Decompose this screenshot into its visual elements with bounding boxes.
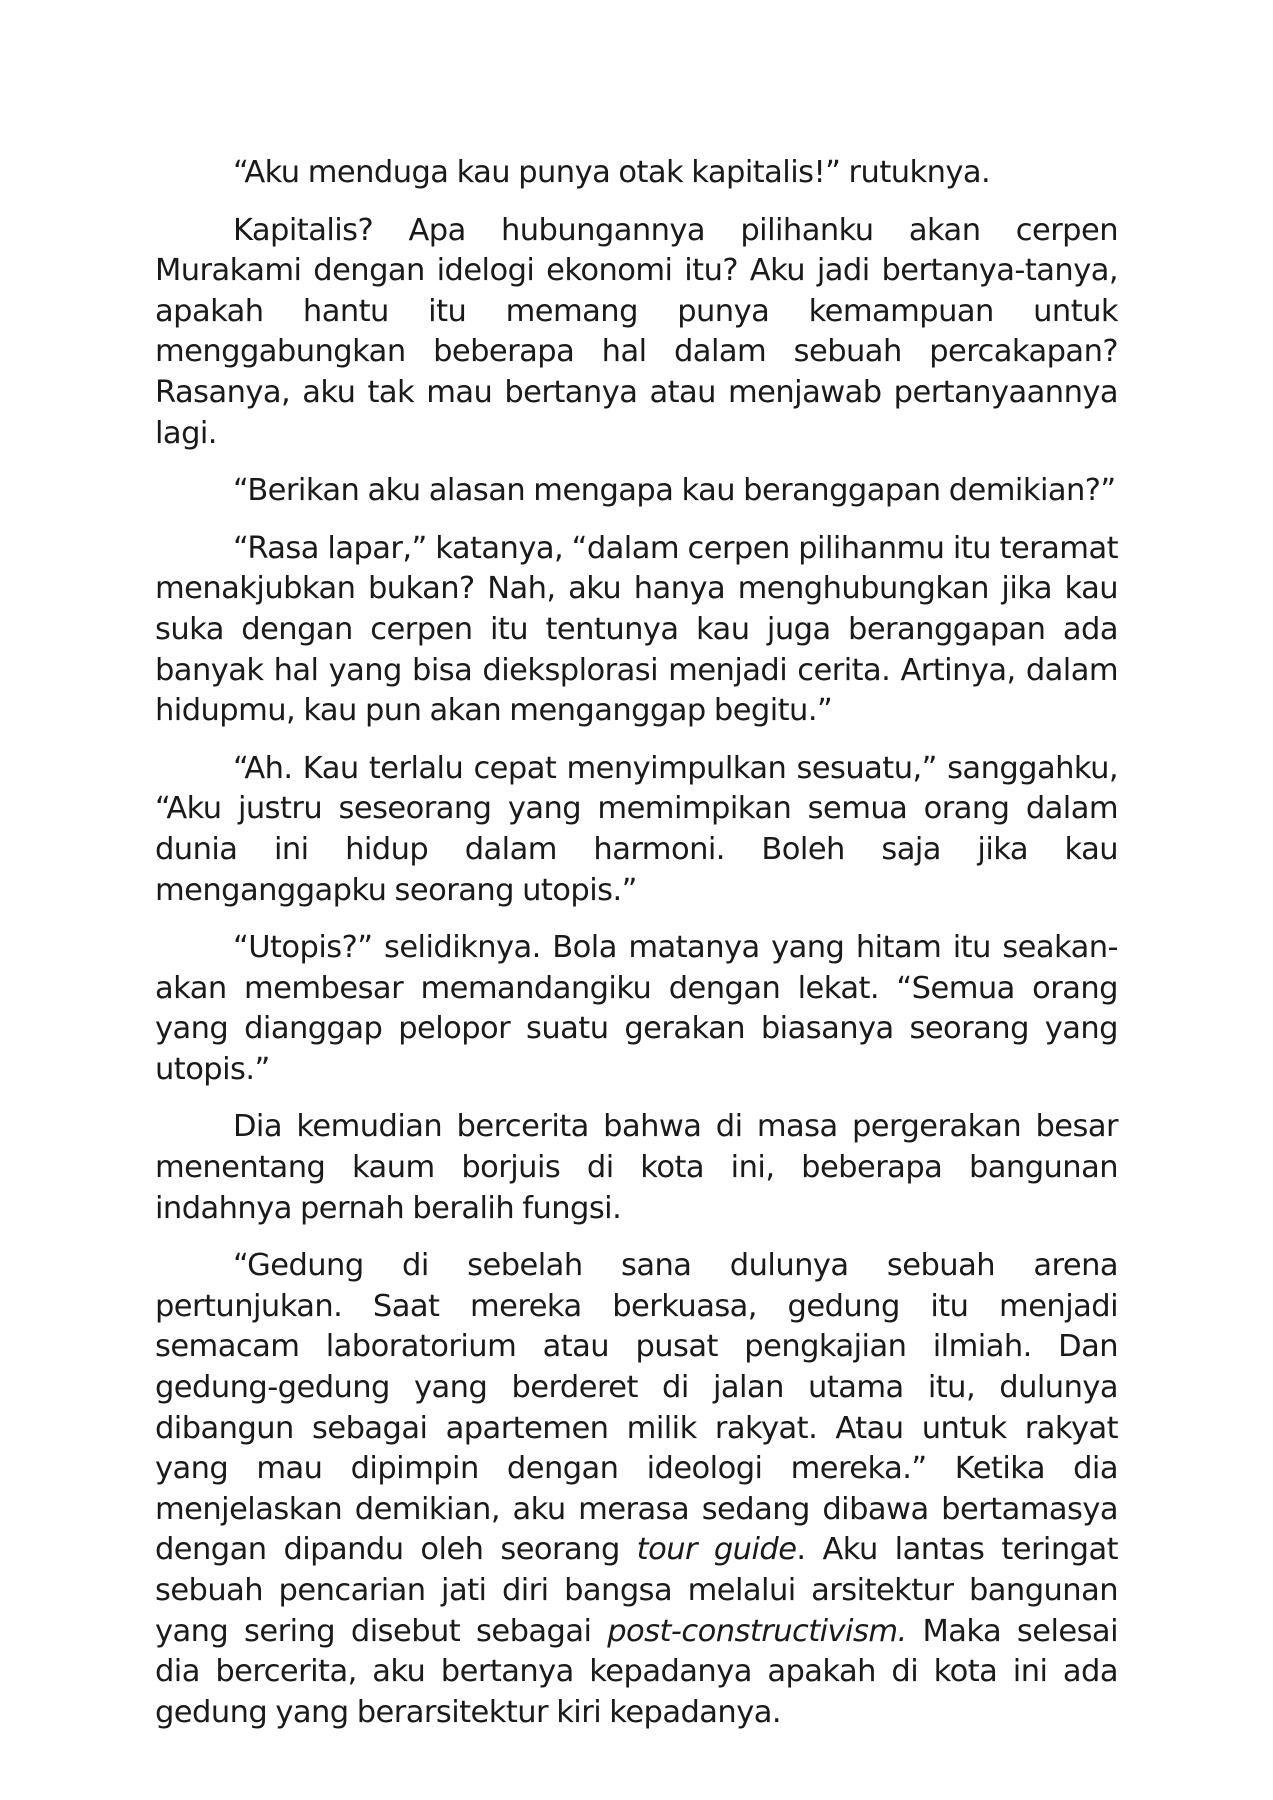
paragraph-8 [155,1246,1118,1733]
paragraph-2: Kapitalis? Apa hubungannya pilihanku akan cerpen Murakami dengan idelogi ekonomi itu? Aku jadi bertanya-tanya, apakah hantu itu memang punya kemampuan untuk menggabungkan beberapa hal dalam sebuah percakapan? Rasanya, aku tak mau bertanya atau menjawab pertanyaannya lagi. [155,212,1118,451]
paragraph-4: “Rasa lapar,” katanya, “dalam cerpen pilihanmu itu teramat menakjubkan bukan? Nah, aku hanya menghubungkan jika kau suka dengan cerpen itu tentunya kau juga beranggapan ada banyak hal yang bisa dieksplorasi menjadi cerita. Artinya, dalam hidupmu, kau pun akan menganggap begitu.” [155,530,1118,729]
paragraph-8-italic-post-constructivism: post-constructivism. [607,1613,907,1649]
paragraph-8-text-c: Maka selesai dia bercerita, aku bertanya kepadanya apakah di kota ini ada gedung yang berarsitektur kiri kepadanya. [155,1613,1118,1730]
paragraph-8-text-b: . Aku lantas teringat sebuah pencarian jati diri bangsa melalui arsitektur bangunan yang sering disebut sebagai [155,1532,1118,1649]
paragraph-7: Dia kemudian bercerita bahwa di masa pergerakan besar menentang kaum borjuis di kota ini, beberapa bangunan indahnya pernah beralih fungsi. [155,1109,1118,1226]
paragraph-8-text-a: “Gedung di sebelah sana dulunya sebuah arena pertunjukan. Saat mereka berkuasa, gedung itu menjadi semacam laboratorium atau pusat pengkajian ilmiah. Dan gedung-gedung yang berderet di jalan utama itu, dulunya dibangun sebagai apartemen milik rakyat. Atau untuk rakyat yang mau dipimpin dengan ideologi mereka.” Ketika dia menjelaskan demikian, aku merasa sedang dibawa bertamasya dengan dipandu oleh seorang [155,1248,1118,1568]
paragraph-3: “Berikan aku alasan mengapa kau beranggapan demikian?” [233,473,1116,509]
paragraph-8-italic-tour-guide: tour guide [636,1532,797,1568]
paragraph-5: “Ah. Kau terlalu cepat menyimpulkan sesuatu,” sanggahku, “Aku justru seseorang yang memimpikan semua orang dalam dunia ini hidup dalam harmoni. Boleh saja jika kau menganggapku seorang utopis.” [155,750,1118,908]
paragraph-1: “Aku menduga kau punya otak kapitalis!” rutuknya. [233,155,991,190]
book-page [155,153,1118,1750]
paragraph-6: “Utopis?” selidiknya. Bola matanya yang hitam itu seakan-akan membesar memandangiku dengan lekat. “Semua orang yang dianggap pelopor suatu gerakan biasanya seorang yang utopis.” [155,930,1118,1087]
